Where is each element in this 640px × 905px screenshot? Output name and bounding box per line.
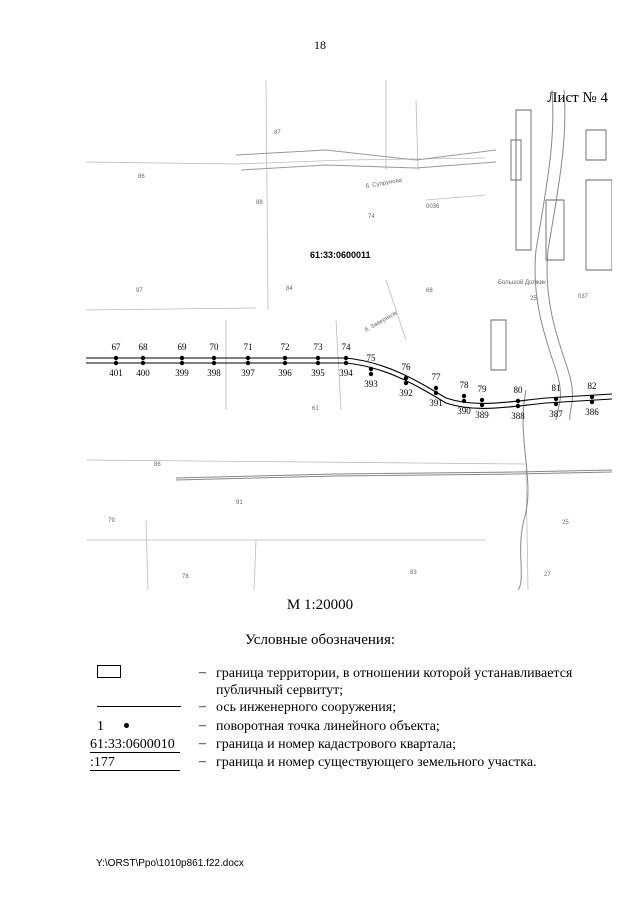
svg-text:78: 78 [182,574,189,580]
turning-point [212,356,216,360]
point-label-bottom: 398 [207,368,221,378]
legend-point-number: 1 [97,719,104,734]
point-label-bottom: 393 [364,379,378,389]
svg-text:84: 84 [286,286,293,292]
point-label-top: 80 [513,385,523,395]
point-label-bottom: 397 [241,368,255,378]
turning-point [283,361,287,365]
point-label-top: 69 [177,342,187,352]
turning-point [480,403,484,407]
point-label-bottom: 399 [175,368,189,378]
legend-text-axis: ось инженерного сооружения; [216,700,397,715]
turning-point [434,391,438,395]
turning-point [212,361,216,365]
legend-text-point: поворотная точка линейного объекта; [216,719,440,734]
svg-text:97: 97 [136,288,143,294]
svg-text:Большой Должик: Большой Должик [498,280,546,286]
svg-text:б. Супрунова: б. Супрунова [365,177,403,190]
turning-point [114,356,118,360]
turning-point [554,397,558,401]
point-label-bottom: 391 [429,398,443,408]
point-label-top: 78 [459,380,469,390]
turning-point [369,367,373,371]
turning-point [316,356,320,360]
turning-point [246,356,250,360]
point-label-top: 67 [111,342,121,352]
turning-point [246,361,250,365]
point-label-bottom: 395 [311,368,325,378]
point-label-top: 70 [209,342,219,352]
svg-text:0036: 0036 [426,204,440,210]
svg-text:88: 88 [256,200,263,206]
legend-axis-symbol [97,706,181,707]
turning-point [316,361,320,365]
point-label-bottom: 390 [457,406,471,416]
legend-text-boundary: граница территории, в отношении которой устанавливается публичный сервитут; [216,666,573,698]
quarter-label: 61:33:0600011 [310,250,371,260]
legend-title: Условные обозначения: [244,632,396,648]
legend-dash: – [199,699,206,714]
turning-point [554,402,558,406]
legend-dash: – [199,718,206,733]
turning-point [141,361,145,365]
svg-text:87: 87 [274,130,281,136]
point-label-top: 82 [587,381,597,391]
point-label-bottom: 392 [399,388,413,398]
turning-point [369,372,373,376]
point-label-top: 81 [551,383,561,393]
svg-text:74: 74 [368,214,375,220]
point-label-bottom: 389 [475,410,489,420]
legend-parcel-underline [90,770,180,771]
svg-text:25: 25 [562,520,569,526]
legend-dash: – [199,665,206,680]
svg-text:79: 79 [108,518,115,524]
svg-text:86: 86 [154,462,161,468]
point-label-top: 79 [477,384,487,394]
map-scale: М 1:20000 [286,597,354,613]
turning-point [462,399,466,403]
turning-point [283,356,287,360]
legend-quarter-number: 61:33:0600010 [90,737,175,752]
point-label-top: 73 [313,342,323,352]
legend-parcel-number: :177 [90,755,115,770]
turning-point [344,356,348,360]
turning-point [180,356,184,360]
turning-point [404,381,408,385]
page-number: 18 [314,38,326,52]
turning-point [462,394,466,398]
legend-parcel-line [90,752,180,753]
svg-text:27: 27 [544,572,551,578]
point-label-top: 68 [138,342,148,352]
point-label-bottom: 396 [278,368,292,378]
point-label-bottom: 400 [136,368,150,378]
legend-text-parcel: граница и номер существующего земельного участка. [216,755,537,770]
point-label-bottom: 394 [339,368,353,378]
turning-point [180,361,184,365]
svg-text:86: 86 [138,174,145,180]
svg-text:68: 68 [426,288,433,294]
file-path-footer: Y:\ORST\Ppo\1010p861.f22.docx [96,858,244,869]
turning-point [590,400,594,404]
legend-text-quarter: граница и номер кадастрового квартала; [216,737,456,752]
legend-dash: – [199,736,206,751]
svg-text:83: 83 [410,570,417,576]
turning-point [516,399,520,403]
point-label-top: 77 [431,372,441,382]
svg-text:25: 25 [530,296,537,302]
legend-point-dot [124,723,129,728]
legend-boundary-symbol [97,665,121,678]
svg-text:037: 037 [578,294,589,300]
cadastral-map [86,80,612,590]
turning-point [404,376,408,380]
turning-point [516,404,520,408]
turning-point [114,361,118,365]
turning-point [590,395,594,399]
point-label-top: 72 [280,342,290,352]
turning-point [434,386,438,390]
point-label-top: 75 [366,353,376,363]
point-label-bottom: 387 [549,409,563,419]
svg-text:91: 91 [236,500,243,506]
sheet-label: Лист № 4 [547,90,608,106]
point-label-top: 71 [243,342,253,352]
legend-dash: – [199,754,206,769]
svg-text:61: 61 [312,406,319,412]
turning-point [344,361,348,365]
svg-text:б. Заверяков: б. Заверяков [364,310,399,334]
turning-point [480,398,484,402]
point-label-bottom: 388 [511,411,525,421]
point-label-bottom: 386 [585,407,599,417]
point-label-top: 76 [401,362,411,372]
point-label-top: 74 [341,342,351,352]
point-label-bottom: 401 [109,368,123,378]
turning-point [141,356,145,360]
